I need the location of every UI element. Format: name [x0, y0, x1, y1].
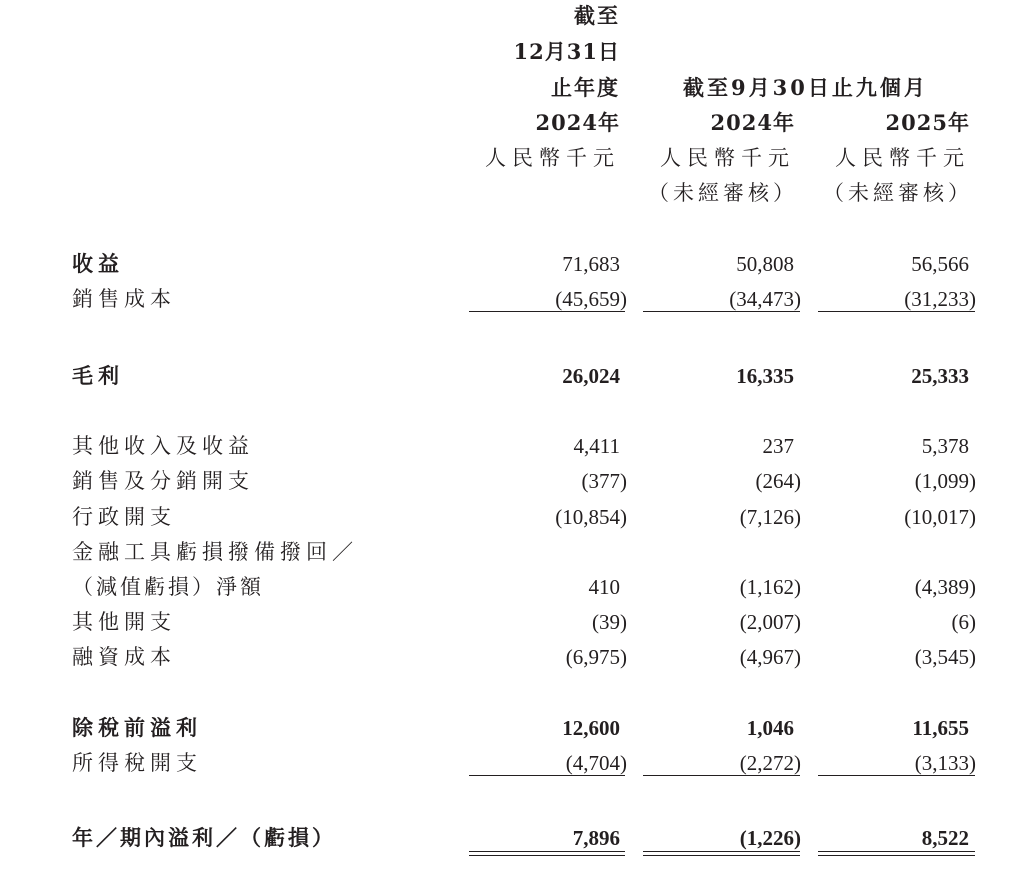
row-impairment-label-line1: 金融工具虧損撥備撥回／	[72, 540, 358, 564]
row-cost-of-sales-c2: (34,473)	[729, 287, 801, 311]
row-other-expenses-c1: (39)	[592, 610, 627, 634]
col1-currency: 人民幣千元	[485, 146, 620, 170]
col2-currency: 人民幣千元	[660, 146, 795, 170]
row-net-profit-c2: (1,226)	[739, 826, 801, 850]
row-gross-profit-label: 毛利	[72, 363, 124, 388]
row-cost-of-sales-label: 銷售成本	[72, 287, 176, 311]
row-profit-before-tax-c1: 12,600	[562, 716, 620, 740]
row-selling-expenses-label: 銷售及分銷開支	[72, 469, 254, 493]
row-profit-before-tax-c2: 1,046	[746, 716, 794, 740]
row-gross-profit-c3: 25,333	[911, 364, 969, 388]
row-profit-before-tax-c3: 11,655	[912, 716, 969, 740]
row-revenue-c2: 50,808	[736, 252, 794, 276]
row-other-income-c1: 4,411	[573, 434, 620, 458]
row-impairment-c2: (1,162)	[739, 575, 801, 599]
col1-header-line1: 截至	[574, 3, 620, 28]
row-gross-profit-c2: 16,335	[736, 364, 794, 388]
row-admin-expenses-c2: (7,126)	[739, 505, 801, 529]
row-net-profit-label: 年／期內溢利／（虧損）	[72, 825, 336, 850]
row-net-profit-c3: 8,522	[921, 826, 969, 850]
row-cost-of-sales-c1: (45,659)	[555, 287, 627, 311]
row-cost-of-sales-c3: (31,233)	[904, 287, 976, 311]
row-selling-expenses-c3: (1,099)	[914, 469, 976, 493]
row-impairment-label-line2: （減值虧損）淨額	[72, 575, 264, 599]
col1-year: 2024年	[535, 110, 620, 135]
row-other-expenses-label: 其他開支	[72, 610, 176, 634]
row-other-income-label: 其他收入及收益	[72, 434, 254, 458]
tax-rule-c2	[643, 775, 800, 776]
row-revenue-label: 收益	[72, 251, 124, 276]
period-group-header: 截至9月30日止九個月	[683, 75, 928, 100]
row-admin-expenses-c3: (10,017)	[904, 505, 976, 529]
row-revenue-c3: 56,566	[911, 252, 969, 276]
subtotal-rule-c3	[818, 311, 975, 312]
total-double-rule-c3	[818, 851, 975, 852]
row-profit-before-tax-label: 除稅前溢利	[72, 715, 202, 740]
tax-rule-c1	[469, 775, 625, 776]
subtotal-rule-c1	[469, 311, 625, 312]
row-finance-costs-label: 融資成本	[72, 645, 176, 669]
row-selling-expenses-c2: (264)	[755, 469, 801, 493]
row-other-expenses-c2: (2,007)	[739, 610, 801, 634]
row-income-tax-c2: (2,272)	[739, 751, 801, 775]
row-other-income-c2: 237	[762, 434, 794, 458]
row-finance-costs-c2: (4,967)	[739, 645, 801, 669]
col3-year: 2025年	[885, 110, 970, 135]
row-income-tax-c1: (4,704)	[565, 751, 627, 775]
row-admin-expenses-label: 行政開支	[72, 505, 176, 529]
row-other-expenses-c3: (6)	[951, 610, 976, 634]
row-net-profit-c1: 7,896	[572, 826, 620, 850]
col2-year: 2024年	[710, 110, 795, 135]
row-other-income-c3: 5,378	[921, 434, 969, 458]
total-double-rule-c2	[643, 851, 800, 852]
col3-currency: 人民幣千元	[835, 146, 970, 170]
total-double-rule-c1	[469, 851, 625, 852]
tax-rule-c3	[818, 775, 975, 776]
subtotal-rule-c2	[643, 311, 800, 312]
row-gross-profit-c1: 26,024	[562, 364, 620, 388]
row-admin-expenses-c1: (10,854)	[555, 505, 627, 529]
col3-unaudited: （未經審核）	[823, 181, 973, 205]
row-selling-expenses-c1: (377)	[581, 469, 627, 493]
row-impairment-c3: (4,389)	[914, 575, 976, 599]
row-income-tax-c3: (3,133)	[914, 751, 976, 775]
col2-unaudited: （未經審核）	[648, 181, 798, 205]
row-income-tax-label: 所得稅開支	[72, 751, 202, 775]
row-revenue-c1: 71,683	[562, 252, 620, 276]
col1-header-line2: 12月31日	[513, 39, 620, 64]
col1-header-line3: 止年度	[551, 75, 620, 100]
row-finance-costs-c3: (3,545)	[914, 645, 976, 669]
row-impairment-c1: 410	[588, 575, 620, 599]
row-finance-costs-c1: (6,975)	[565, 645, 627, 669]
